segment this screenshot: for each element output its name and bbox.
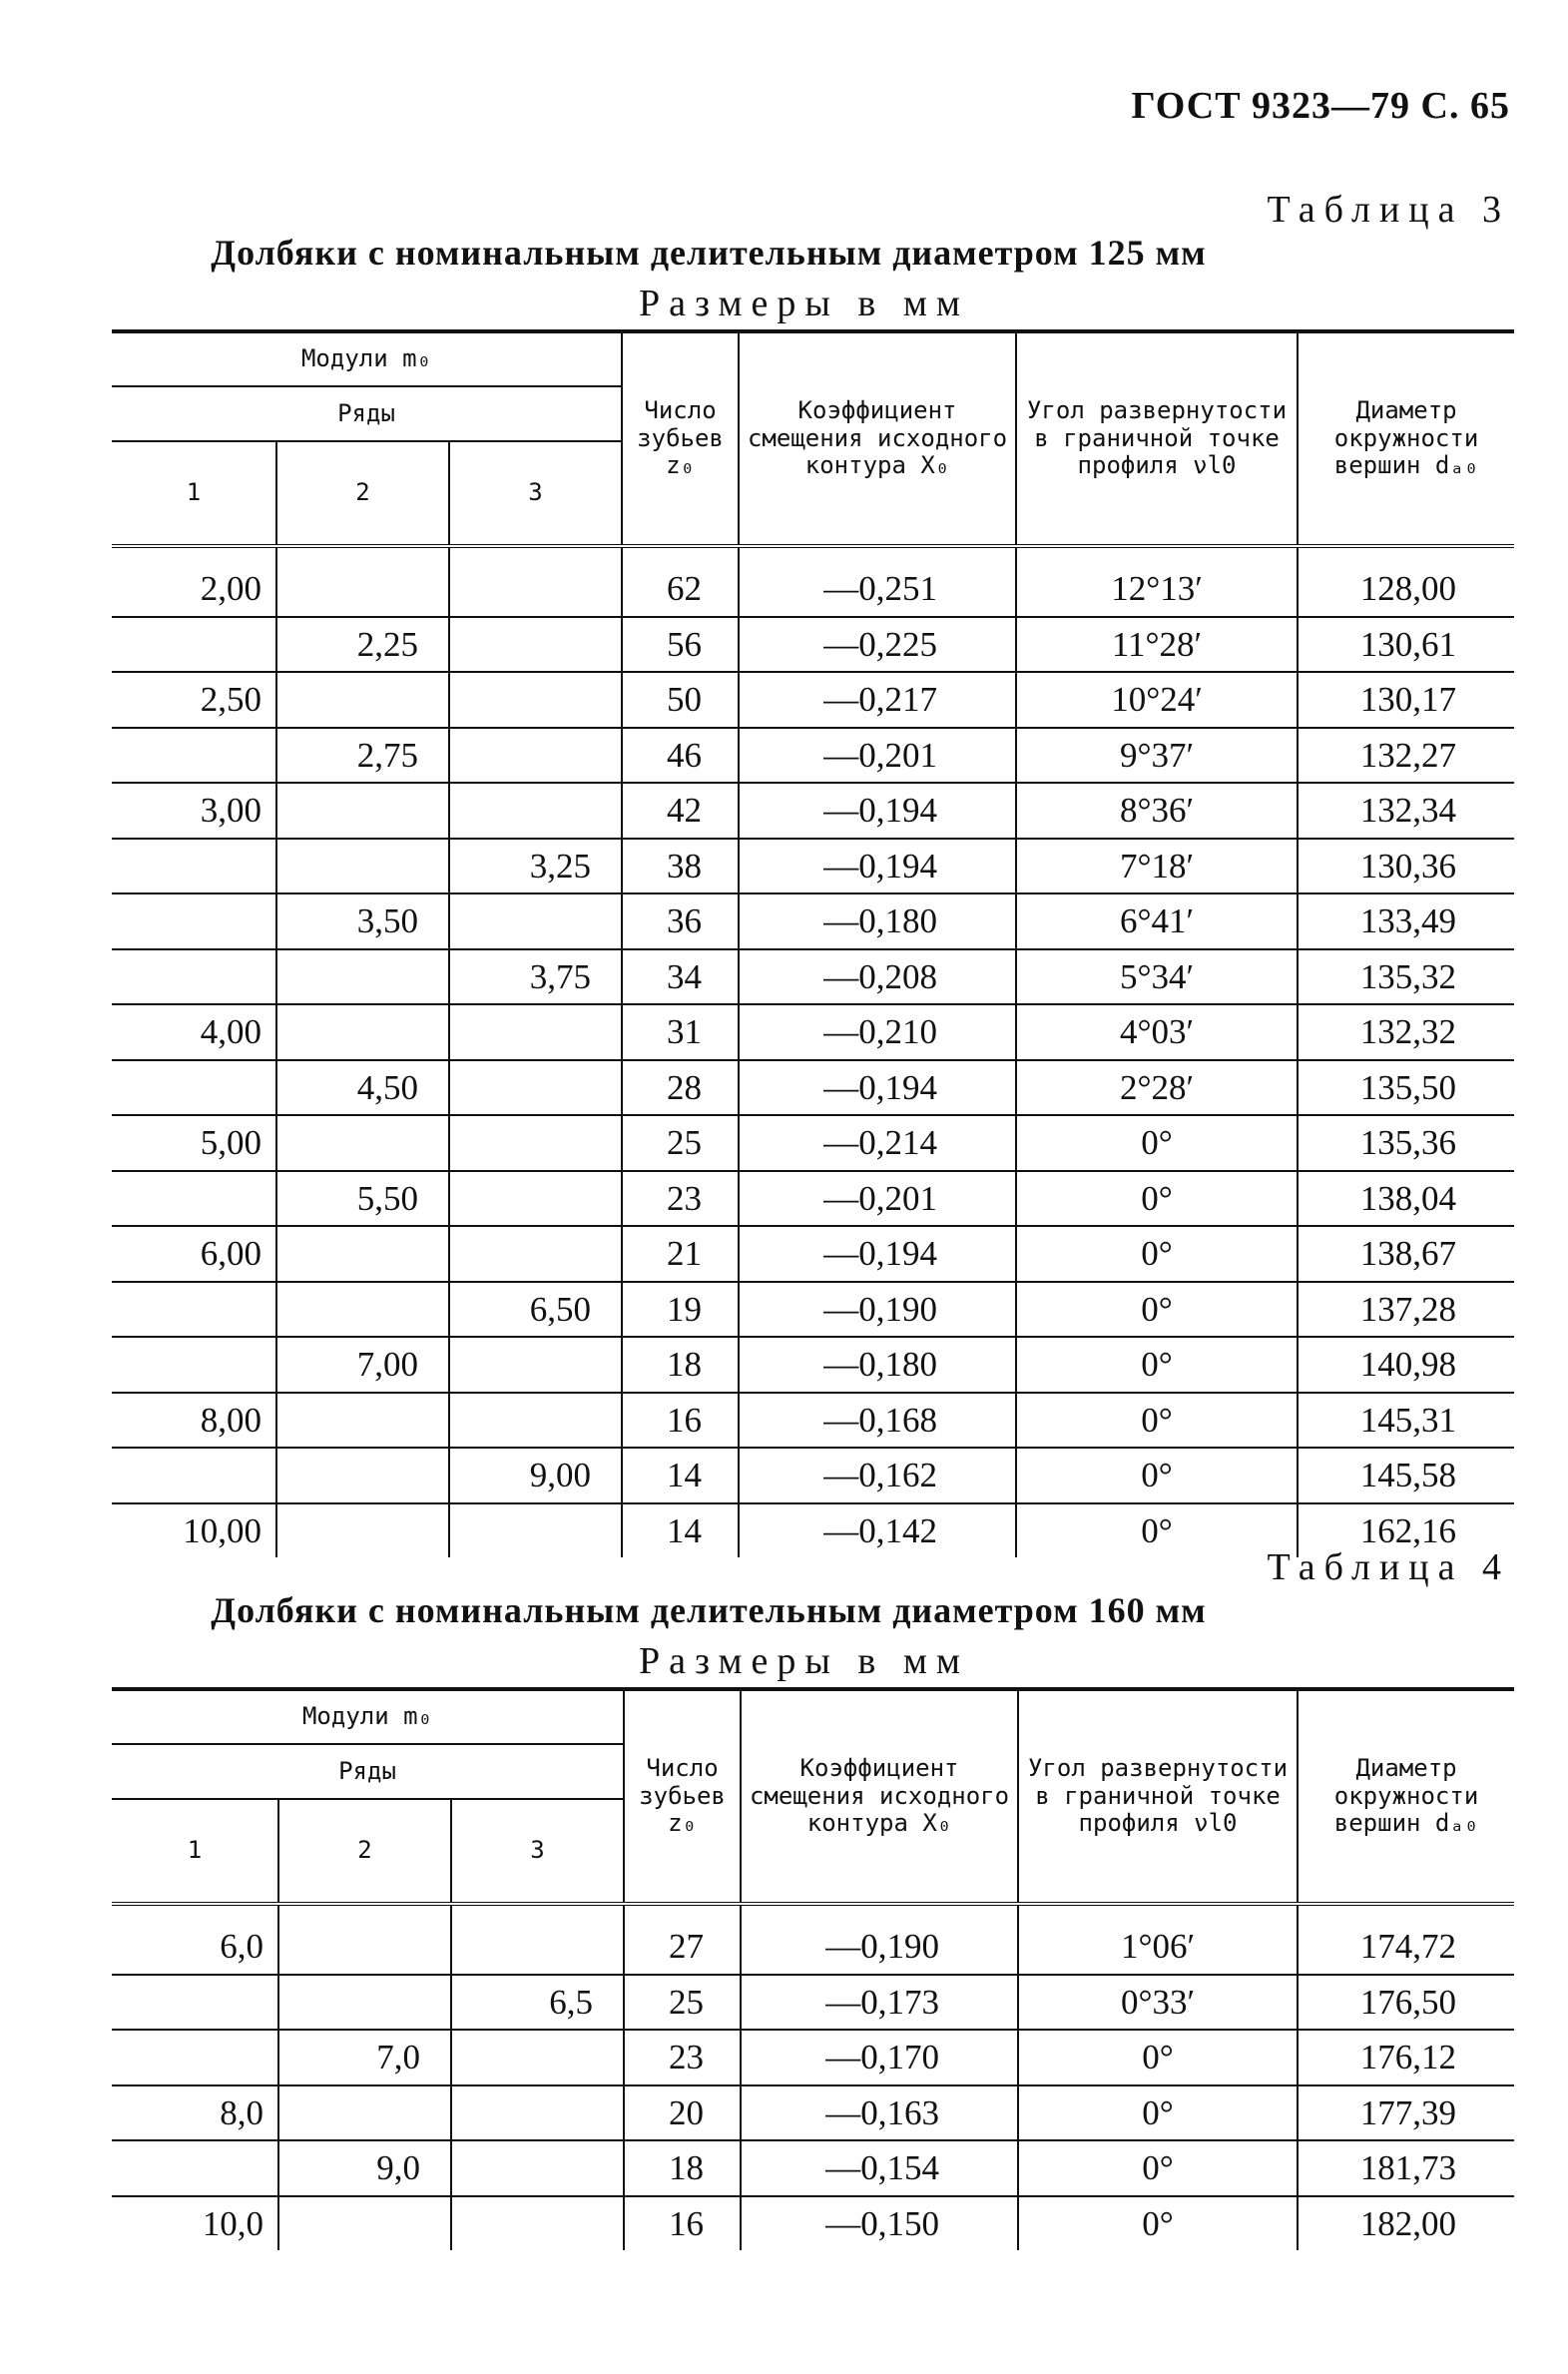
row-2-value — [276, 949, 449, 1005]
row-1-value: 6,0 — [112, 1920, 278, 1975]
row-2-value — [276, 839, 449, 894]
row-2-value — [278, 1920, 451, 1975]
diam-value: 182,00 — [1298, 2196, 1514, 2251]
row-3-header: 3 — [451, 1799, 624, 1902]
table-row — [112, 728, 1514, 784]
row-1-header: 1 — [187, 1836, 203, 1865]
row-1-value — [112, 949, 276, 1005]
row-1-value: 2,50 — [112, 672, 276, 728]
table-3 — [112, 329, 1514, 1557]
coef-value: —0,194 — [739, 783, 1016, 839]
row-1-header: 1 — [186, 478, 202, 507]
row-3-value: 3,25 — [449, 839, 622, 894]
angle-value: 0° — [1016, 1393, 1298, 1449]
angle-value: 4°03′ — [1016, 1004, 1298, 1060]
row-1-value: 10,0 — [202, 2203, 263, 2243]
row-2-value: 3,50 — [276, 893, 449, 949]
teeth-value: 21 — [622, 1226, 739, 1282]
row-2-value — [276, 783, 449, 839]
table-3-title: Долбяки с номинальным делительным диаметром 125 мм — [211, 233, 1207, 273]
diam-value: 135,50 — [1298, 1060, 1514, 1116]
moduli-header: Модули m₀ — [112, 1689, 624, 1744]
row-3-value — [449, 672, 622, 728]
row-1-value: 3,00 — [112, 783, 276, 839]
row-2-value — [278, 2085, 451, 2141]
row-1-value — [112, 1171, 276, 1227]
table-row — [112, 562, 1514, 617]
diam-value: 130,36 — [1298, 839, 1514, 894]
angle-value: 0° — [1016, 1503, 1298, 1558]
row-3-value: 3,75 — [449, 949, 622, 1005]
teeth-value: 16 — [622, 1393, 739, 1449]
coef-value: —0,251 — [739, 562, 1016, 617]
diam-value: 145,58 — [1298, 1448, 1514, 1503]
row-1-value — [112, 2140, 278, 2196]
teeth-value: 42 — [622, 783, 739, 839]
row-3-value — [449, 1503, 622, 1558]
row-1-value — [112, 1060, 276, 1116]
row-2-value — [276, 1115, 449, 1171]
angle-value: 10°24′ — [1016, 672, 1298, 728]
table-4-label: Таблица 4 — [1267, 1546, 1510, 1588]
row-2-value: 4,50 — [276, 1060, 449, 1116]
teeth-value: 38 — [622, 839, 739, 894]
table-row — [112, 1282, 1514, 1338]
teeth-value: 25 — [624, 1975, 741, 2031]
coef-value: —0,214 — [739, 1115, 1016, 1171]
table-row — [112, 783, 1514, 839]
teeth-value: 50 — [622, 672, 739, 728]
table-row — [112, 1226, 1514, 1282]
row-1-value: 6,00 — [112, 1226, 276, 1282]
teeth-value: 23 — [622, 1171, 739, 1227]
coef-value: —0,190 — [741, 1920, 1018, 1975]
teeth-value: 25 — [622, 1115, 739, 1171]
coef-value: —0,210 — [739, 1004, 1016, 1060]
coef-value: —0,225 — [739, 617, 1016, 673]
table-row — [112, 1337, 1514, 1393]
coef-value: —0,150 — [741, 2196, 1018, 2251]
coef-value: —0,170 — [741, 2030, 1018, 2085]
diam-value: 138,67 — [1298, 1226, 1514, 1282]
diam-value: 162,16 — [1298, 1503, 1514, 1558]
row-3-value — [451, 2196, 624, 2251]
diam-value: 128,00 — [1298, 562, 1514, 617]
table-row — [112, 1115, 1514, 1171]
angle-value: 0° — [1018, 2030, 1298, 2085]
coef-value: —0,154 — [741, 2140, 1018, 2196]
row-3-value — [451, 2030, 624, 2085]
angle-value: 11°28′ — [1016, 617, 1298, 673]
coef-value: —0,201 — [739, 1171, 1016, 1227]
ryady-header: Ряды — [112, 386, 622, 441]
diam-value: 132,27 — [1298, 728, 1514, 784]
row-3-value — [449, 1115, 622, 1171]
row-1-value — [112, 2030, 278, 2085]
row-2-value — [278, 1975, 451, 2031]
row-1-value — [112, 1448, 276, 1503]
diam-value: 135,36 — [1298, 1115, 1514, 1171]
table-row — [112, 1920, 1514, 1975]
angle-value: 0° — [1016, 1282, 1298, 1338]
angle-value: 6°41′ — [1016, 893, 1298, 949]
coef-value: —0,217 — [739, 672, 1016, 728]
row-3-value — [449, 728, 622, 784]
row-1-value: 5,00 — [112, 1115, 276, 1171]
row-1-value — [112, 839, 276, 894]
diam-header: Диаметр окружности вершин dₐ₀ — [1298, 1689, 1514, 1902]
coef-value: —0,162 — [739, 1448, 1016, 1503]
table-3-body — [112, 562, 1514, 1557]
diam-value: 130,61 — [1298, 617, 1514, 673]
coef-value: —0,194 — [739, 1226, 1016, 1282]
table-row — [112, 2140, 1514, 2196]
coef-value: —0,194 — [739, 839, 1016, 894]
table-3-label: Таблица 3 — [1267, 189, 1510, 231]
diam-value: 137,28 — [1298, 1282, 1514, 1338]
row-1-value: 2,00 — [112, 562, 276, 617]
diam-header: Диаметр окружности вершин dₐ₀ — [1298, 331, 1514, 544]
angle-value: 5°34′ — [1016, 949, 1298, 1005]
row-3-value — [449, 1060, 622, 1116]
angle-value: 0° — [1016, 1226, 1298, 1282]
table-row — [112, 672, 1514, 728]
diam-value: 140,98 — [1298, 1337, 1514, 1393]
table-4-header — [112, 1689, 1514, 1920]
table-row — [112, 2196, 1514, 2251]
teeth-value: 28 — [622, 1060, 739, 1116]
table-row — [112, 949, 1514, 1005]
row-1-value — [112, 1282, 276, 1338]
coef-value: —0,163 — [741, 2085, 1018, 2141]
row-2-value — [276, 1004, 449, 1060]
coef-value: —0,168 — [739, 1393, 1016, 1449]
angle-value: 0° — [1016, 1115, 1298, 1171]
row-2-value — [276, 1393, 449, 1449]
diam-value: 133,49 — [1298, 893, 1514, 949]
table-row — [112, 1060, 1514, 1116]
coef-value: —0,194 — [739, 1060, 1016, 1116]
table-row — [112, 893, 1514, 949]
teeth-header: Число зубьев z₀ — [622, 331, 739, 544]
teeth-value: 31 — [622, 1004, 739, 1060]
row-3-value: 6,5 — [451, 1975, 624, 2031]
table-row — [112, 1004, 1514, 1060]
angle-value: 1°06′ — [1018, 1920, 1298, 1975]
row-1-value — [112, 893, 276, 949]
teeth-value: 36 — [622, 893, 739, 949]
row-3-value — [449, 1004, 622, 1060]
teeth-value: 62 — [622, 562, 739, 617]
diam-value: 132,34 — [1298, 783, 1514, 839]
coef-value: —0,173 — [741, 1975, 1018, 2031]
diam-value: 130,17 — [1298, 672, 1514, 728]
row-2-header: 2 — [278, 1799, 451, 1902]
row-3-value — [449, 783, 622, 839]
row-1-value — [112, 1337, 276, 1393]
diam-value: 174,72 — [1298, 1920, 1514, 1975]
row-3-value — [451, 2085, 624, 2141]
coef-value: —0,142 — [739, 1503, 1016, 1558]
diam-value: 132,32 — [1298, 1004, 1514, 1060]
row-3-value — [451, 1920, 624, 1975]
diam-value: 176,50 — [1298, 1975, 1514, 2031]
row-2-value: 7,00 — [276, 1337, 449, 1393]
coef-value: —0,201 — [739, 728, 1016, 784]
table-4-title: Долбяки с номинальным делительным диаметром 160 мм — [211, 1590, 1207, 1630]
ryady-header: Ряды — [112, 1744, 624, 1799]
row-3-value — [449, 1393, 622, 1449]
row-3-value — [449, 617, 622, 673]
row-1-value: 10,00 — [183, 1510, 261, 1550]
row-1-value — [112, 1975, 278, 2031]
row-2-value: 7,0 — [278, 2030, 451, 2085]
row-2-value — [276, 1226, 449, 1282]
coef-value: —0,180 — [739, 893, 1016, 949]
teeth-value: 34 — [622, 949, 739, 1005]
page-header: ГОСТ 9323—79 С. 65 — [1131, 85, 1510, 127]
row-3-value — [449, 893, 622, 949]
row-3-value — [451, 2140, 624, 2196]
angle-header: Угол развернутости в граничной точке профиля νl0 — [1018, 1689, 1298, 1902]
angle-value: 0° — [1016, 1171, 1298, 1227]
table-row — [112, 839, 1514, 894]
teeth-value: 56 — [622, 617, 739, 673]
teeth-value: 18 — [622, 1337, 739, 1393]
table-row — [112, 1448, 1514, 1503]
row-1-value — [112, 728, 276, 784]
row-3-value — [449, 1337, 622, 1393]
row-3-value: 9,00 — [449, 1448, 622, 1503]
angle-value: 0° — [1018, 2085, 1298, 2141]
table-row — [112, 2030, 1514, 2085]
coef-value: —0,180 — [739, 1337, 1016, 1393]
table-4-body — [112, 1920, 1514, 2250]
table-row — [112, 2085, 1514, 2141]
teeth-value: 14 — [622, 1448, 739, 1503]
row-2-value: 5,50 — [276, 1171, 449, 1227]
row-2-value — [276, 672, 449, 728]
angle-header: Угол развернутости в граничной точке профиля νl0 — [1016, 331, 1298, 544]
table-3-subtitle: Размеры в мм — [639, 283, 969, 324]
row-1-value — [112, 617, 276, 673]
teeth-value: 20 — [624, 2085, 741, 2141]
row-3-value: 6,50 — [449, 1282, 622, 1338]
row-2-value: 2,25 — [276, 617, 449, 673]
angle-value: 0° — [1018, 2196, 1298, 2251]
diam-value: 135,32 — [1298, 949, 1514, 1005]
row-2-value — [276, 1448, 449, 1503]
diam-value: 176,12 — [1298, 2030, 1514, 2085]
row-3-header: 3 — [449, 441, 622, 544]
angle-value: 12°13′ — [1016, 562, 1298, 617]
angle-value: 2°28′ — [1016, 1060, 1298, 1116]
table-4 — [112, 1687, 1514, 2250]
row-1-value: 4,00 — [112, 1004, 276, 1060]
row-3-value — [449, 1171, 622, 1227]
table-4-subtitle: Размеры в мм — [639, 1640, 969, 1682]
row-3-value — [449, 1226, 622, 1282]
table-row — [112, 1171, 1514, 1227]
teeth-header: Число зубьев z₀ — [624, 1689, 741, 1902]
table-row — [112, 1975, 1514, 2031]
row-2-value — [276, 1503, 449, 1558]
row-1-value: 8,0 — [112, 2085, 278, 2141]
angle-value: 7°18′ — [1016, 839, 1298, 894]
table-row — [112, 617, 1514, 673]
teeth-value: 16 — [624, 2196, 741, 2251]
angle-value: 0° — [1018, 2140, 1298, 2196]
angle-value: 0° — [1016, 1337, 1298, 1393]
teeth-value: 19 — [622, 1282, 739, 1338]
diam-value: 138,04 — [1298, 1171, 1514, 1227]
row-2-value — [276, 562, 449, 617]
teeth-value: 46 — [622, 728, 739, 784]
angle-value: 0° — [1016, 1448, 1298, 1503]
angle-value: 0°33′ — [1018, 1975, 1298, 2031]
row-2-value: 2,75 — [276, 728, 449, 784]
coef-header: Коэффициент смещения исходного контура X₀ — [739, 331, 1016, 544]
angle-value: 8°36′ — [1016, 783, 1298, 839]
teeth-value: 14 — [622, 1503, 739, 1558]
angle-value: 9°37′ — [1016, 728, 1298, 784]
row-2-value — [278, 2196, 451, 2251]
coef-value: —0,190 — [739, 1282, 1016, 1338]
diam-value: 145,31 — [1298, 1393, 1514, 1449]
teeth-value: 23 — [624, 2030, 741, 2085]
coef-header: Коэффициент смещения исходного контура X₀ — [741, 1689, 1018, 1902]
diam-value: 181,73 — [1298, 2140, 1514, 2196]
coef-value: —0,208 — [739, 949, 1016, 1005]
teeth-value: 27 — [624, 1920, 741, 1975]
table-row — [112, 1393, 1514, 1449]
row-2-value: 9,0 — [278, 2140, 451, 2196]
row-1-value: 8,00 — [112, 1393, 276, 1449]
diam-value: 177,39 — [1298, 2085, 1514, 2141]
row-3-value — [449, 562, 622, 617]
moduli-header: Модули m₀ — [112, 331, 622, 386]
table-3-header — [112, 331, 1514, 562]
row-2-header: 2 — [276, 441, 449, 544]
teeth-value: 18 — [624, 2140, 741, 2196]
row-2-value — [276, 1282, 449, 1338]
